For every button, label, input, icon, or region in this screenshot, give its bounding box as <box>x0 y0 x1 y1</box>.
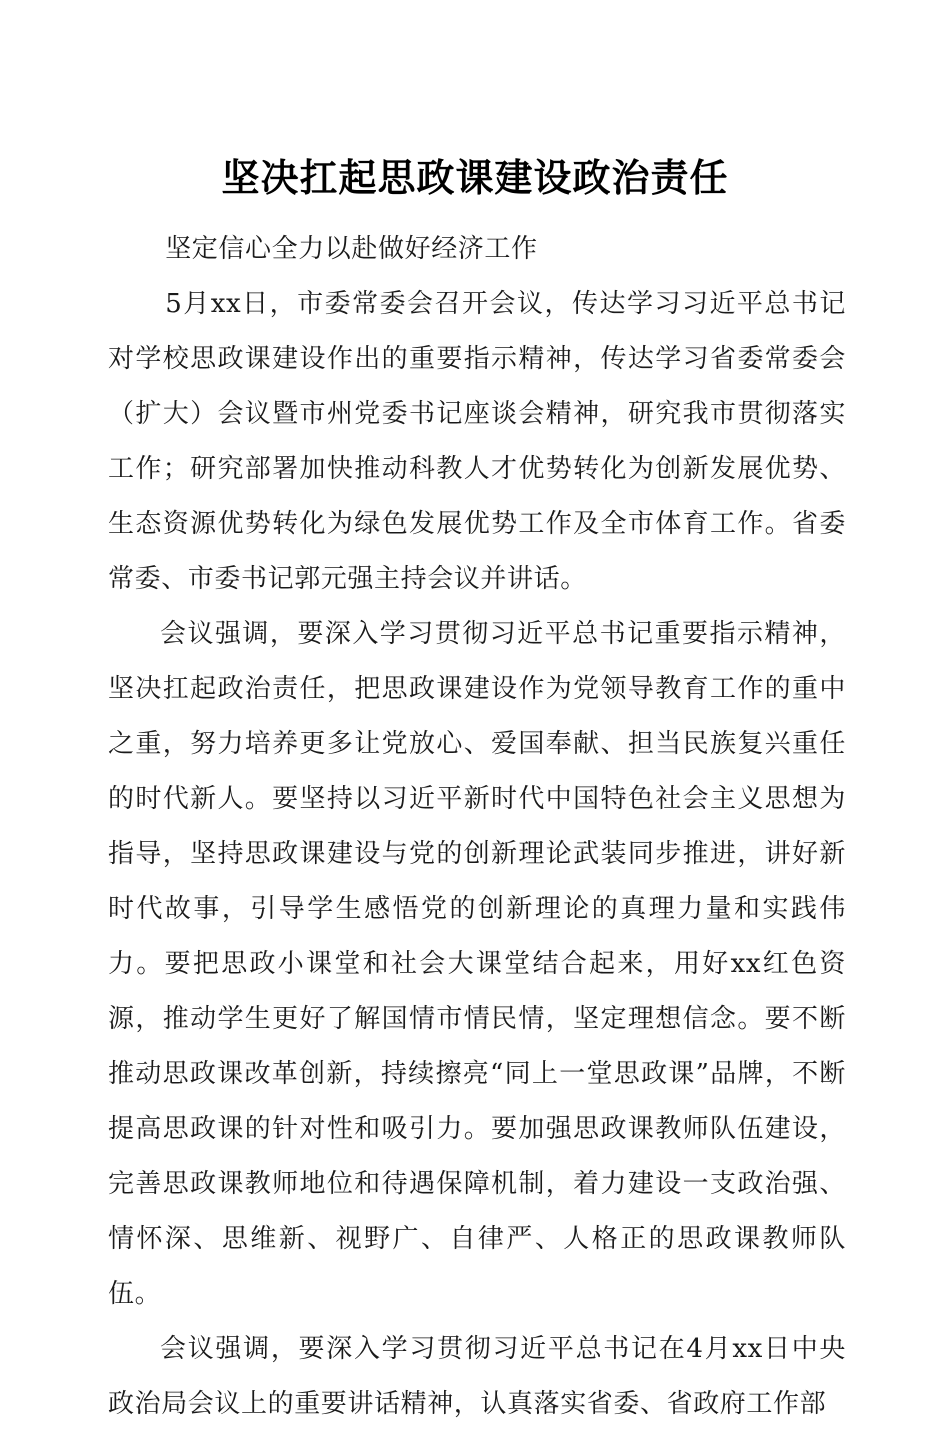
page-title: 坚决扛起思政课建设政治责任 <box>221 155 729 201</box>
paragraph-subheading-line: 坚定信心全力以赴做好经济工作 <box>165 234 538 264</box>
paragraph-2: 会议强调，要深入学习贯彻习近平总书记重要指示精神，坚决扛起政治责任，把思政课建设作为党领导教育工作的重中之重，努力培养更多让党放心、爱国奉献、担当民族复兴重任的时代新人。要坚持以习近平新时代中国特色社会主义思想为指导，坚持思政课建设与党的创新理论武装同步推进，讲好新时代故事，引导学生感悟党的创新理论的真理力量和实践伟力。要把思政小课堂和社会大课堂结合起来，用好xx红色资源，推动学生更好了解国情市情民情，坚定理想信念。要不断推动思政课改革创新，持续擦亮“同上一堂思政课”品牌，不断提高思政课的针对性和吸引力。要加强思政课教师队伍建设，完善思政课教师地位和待遇保障机制，着力建设一支政治强、情怀深、思维新、视野广、自律严、人格正的思政课教师队伍。 <box>108 619 846 1309</box>
document-body <box>108 222 846 1432</box>
paragraph-3: 会议强调，要深入学习贯彻习近平总书记在4月xx日中央政治局会议上的重要讲话精神，认真落实省委、省政府工作部 <box>108 1334 846 1419</box>
paragraph-1: 5月xx日，市委常委会召开会议，传达学习习近平总书记对学校思政课建设作出的重要指示精神，传达学习省委常委会（扩大）会议暨市州党委书记座谈会精神，研究我市贯彻落实工作；研究部署加快推动科教人才优势转化为创新发展优势、生态资源优势转化为绿色发展优势工作及全市体育工作。省委常委、市委书记郭元强主持会议并讲话。 <box>108 289 846 594</box>
